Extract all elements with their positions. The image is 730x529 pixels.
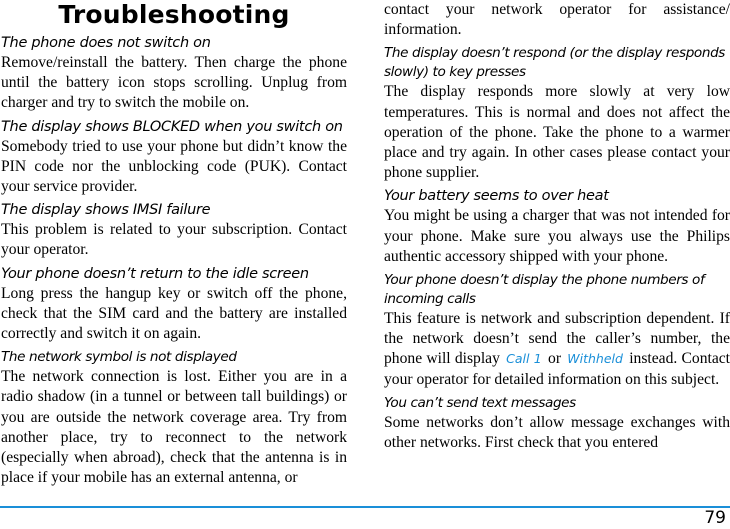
- left-column: [1, 0, 347, 492]
- body-text: This feature is network and subscription dependent. If the network doesn’t send the caller’s number, the phone will display: [384, 310, 730, 368]
- section-heading: Your phone doesn’t return to the idle screen: [1, 265, 309, 282]
- section-heading: The display doesn’t respond (or the display responds slowly) to key presses: [384, 45, 725, 81]
- section-heading: You can’t send text messages: [384, 394, 576, 411]
- continued-text: contact your network operator for assistance/ information.: [384, 1, 730, 39]
- section-heading: The display shows BLOCKED when you switch on: [1, 118, 343, 135]
- section-body: Long press the hangup key or switch off the phone, check that the SIM card and the battery are installed correctly and switch it on again.: [1, 284, 347, 343]
- section-heading: The network symbol is not displayed: [1, 349, 237, 366]
- section-body: The display responds more slowly at very low temperatures. This is normal and does not affect the operation of the phone. Take the phone to a warmer place and try again. In other cases please contact your phone supplier.: [384, 83, 730, 182]
- section-heading: The display shows IMSI failure: [1, 202, 211, 219]
- section-heading: The phone does not switch on: [1, 35, 211, 51]
- section-body: You might be using a charger that was not intended for your phone. Make sure you always use the Philips authentic accessory shipped with your phone.: [384, 207, 730, 265]
- page-number: 79: [704, 508, 726, 528]
- section-heading: Your battery seems to over heat: [384, 188, 609, 205]
- page-title: Troubleshooting: [58, 0, 290, 29]
- footer-rule: [0, 506, 730, 508]
- display-keyword: Call 1: [506, 351, 542, 367]
- section-body: Some networks don’t allow message exchanges with other networks. First check that you entered: [384, 413, 730, 452]
- section-body: Somebody tried to use your phone but didn’t know the PIN code nor the unblocking code (PUK). Contact your service provider.: [1, 137, 347, 196]
- section-body: [384, 309, 730, 390]
- display-keyword: Withheld: [567, 351, 623, 367]
- section-body: Remove/reinstall the battery. Then charge the phone until the battery icon stops scrolling. Unplug from charger and try to switch the mobile on.: [1, 54, 347, 112]
- right-column: [384, 0, 730, 457]
- body-text: instead. Contact your operator for detailed information on this subject.: [384, 350, 730, 388]
- section-body: This problem is related to your subscription. Contact your operator.: [1, 221, 347, 259]
- section-heading: Your phone doesn’t display the phone numbers of incoming calls: [384, 272, 705, 308]
- section-body: The network connection is lost. Either you are in a radio shadow (in a tunnel or between tall buildings) or you are outside the network coverage area. Try from another place, try to reconnect to the network (especially when abroad), check that the antenna is in place if your mobile has an external antenna, or: [1, 368, 347, 487]
- body-text: or: [548, 350, 562, 368]
